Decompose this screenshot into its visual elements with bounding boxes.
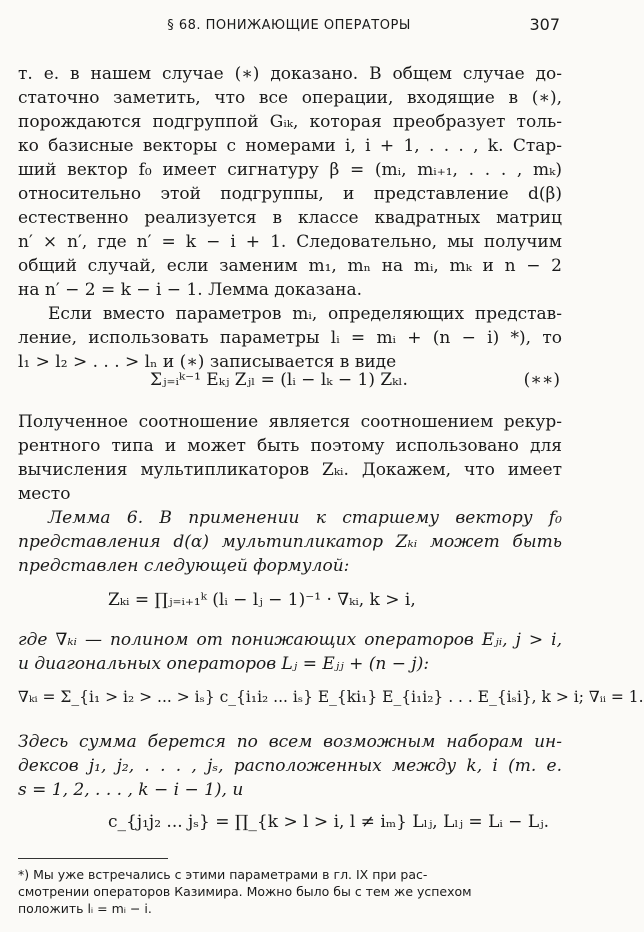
running-title: § 68. ПОНИЖАЮЩИЕ ОПЕРАТОРЫ	[167, 18, 411, 33]
text-line: s = 1, 2, . . . , k − i − 1), и	[18, 780, 244, 800]
text-line: и диагональных операторов Lⱼ = Eⱼⱼ + (n − j):	[18, 654, 430, 674]
paragraph-sum-description	[18, 730, 562, 802]
text-line: естественно реализуется в классе квадратных матриц	[18, 208, 562, 228]
text-line: вычисления мультипликаторов Zₖᵢ. Докажем, что имеет	[18, 460, 562, 480]
page-header	[18, 14, 560, 40]
text-line: т. е. в нашем случае (∗) доказано. В общем случае до-	[18, 64, 562, 84]
text-line: ко базисные векторы с номерами i, i + 1, . . . , k. Стар-	[18, 136, 562, 156]
footnote	[18, 866, 562, 917]
text-line: представления d(α) мультипликатор Zₖᵢ может быть	[18, 532, 562, 552]
text-line: порождаются подгруппой Gᵢₖ, которая преобразует толь-	[18, 112, 562, 132]
text-line: общий случай, если заменим m₁, mₙ на mᵢ, mₖ и n − 2	[18, 256, 562, 276]
paragraph-parameters	[18, 302, 562, 374]
lemma-statement	[18, 506, 562, 578]
footnote-rule	[18, 858, 168, 859]
text-line: ший вектор f₀ имеет сигнатуру β = (mᵢ, mᵢ₊₁, . . . , mₖ)	[18, 160, 562, 180]
text-line: где ∇ₖᵢ — полином от понижающих операторов Eⱼᵢ, j > i,	[18, 630, 562, 650]
text-line: дексов j₁, j₂, . . . , jₛ, расположенных между k, i (т. е.	[18, 756, 562, 776]
paragraph-nabla-definition	[18, 628, 562, 676]
formula-multiplier: Zₖᵢ = ∏ⱼ₌ᵢ₊₁ᵏ (lᵢ − lⱼ − 1)⁻¹ · ∇ₖᵢ, k > i,	[108, 590, 416, 610]
formula-recurrence: Σⱼ₌ᵢᵏ⁻¹ Eₖⱼ Zⱼₗ = (lᵢ − lₖ − 1) Zₖₗ.	[150, 370, 408, 390]
text-line: место	[18, 484, 71, 504]
text-line: относительно этой подгруппы, и представление d(β)	[18, 184, 562, 204]
formula-coefficients: c_{j₁j₂ ... jₛ} = ∏_{k > l > i, l ≠ iₘ} Lₗⱼ, Lₗⱼ = Lᵢ − Lⱼ.	[108, 812, 550, 832]
footnote-line: *) Мы уже встречались с этими параметрами в гл. IX при рас-	[18, 867, 428, 882]
text-line: ление, использовать параметры lᵢ = mᵢ + (n − i) *), то	[18, 328, 562, 348]
footnote-line: положить lᵢ = mᵢ − i.	[18, 901, 152, 916]
footnote-line: смотрении операторов Казимира. Можно было бы с тем же успехом	[18, 884, 472, 899]
text-line: рентного типа и может быть поэтому использовано для	[18, 436, 562, 456]
text-line: Если вместо параметров mᵢ, определяющих представ-	[48, 304, 562, 324]
text-line: n′ × n′, где n′ = k − i + 1. Следовательно, мы получим	[18, 232, 562, 252]
text-line: статочно заметить, что все операции, входящие в (∗),	[18, 88, 562, 108]
text-line: представлен следующей формулой:	[18, 556, 350, 576]
page-number: 307	[529, 15, 560, 34]
text-line: на n′ − 2 = k − i − 1. Лемма доказана.	[18, 280, 363, 300]
formula-nabla: ∇ₖᵢ = Σ_{i₁ > i₂ > ... > iₛ} c_{i₁i₂ ... iₛ} E_{ki₁} E_{i₁i₂} . . . E_{iₛi}, k > i; ∇ᵢᵢ = 1.	[18, 688, 644, 706]
text-line: Здесь сумма берется по всем возможным наборам ин-	[18, 732, 562, 752]
paragraph-proof-end	[18, 62, 562, 302]
paragraph-recurrence	[18, 410, 562, 506]
text-line: Лемма 6. В применении к старшему вектору f₀	[48, 508, 562, 528]
text-line: l₁ > l₂ > . . . > lₙ и (∗) записывается в виде	[18, 352, 397, 372]
formula-label: (∗∗)	[523, 370, 560, 390]
text-line: Полученное соотношение является соотношением рекур-	[18, 412, 562, 432]
